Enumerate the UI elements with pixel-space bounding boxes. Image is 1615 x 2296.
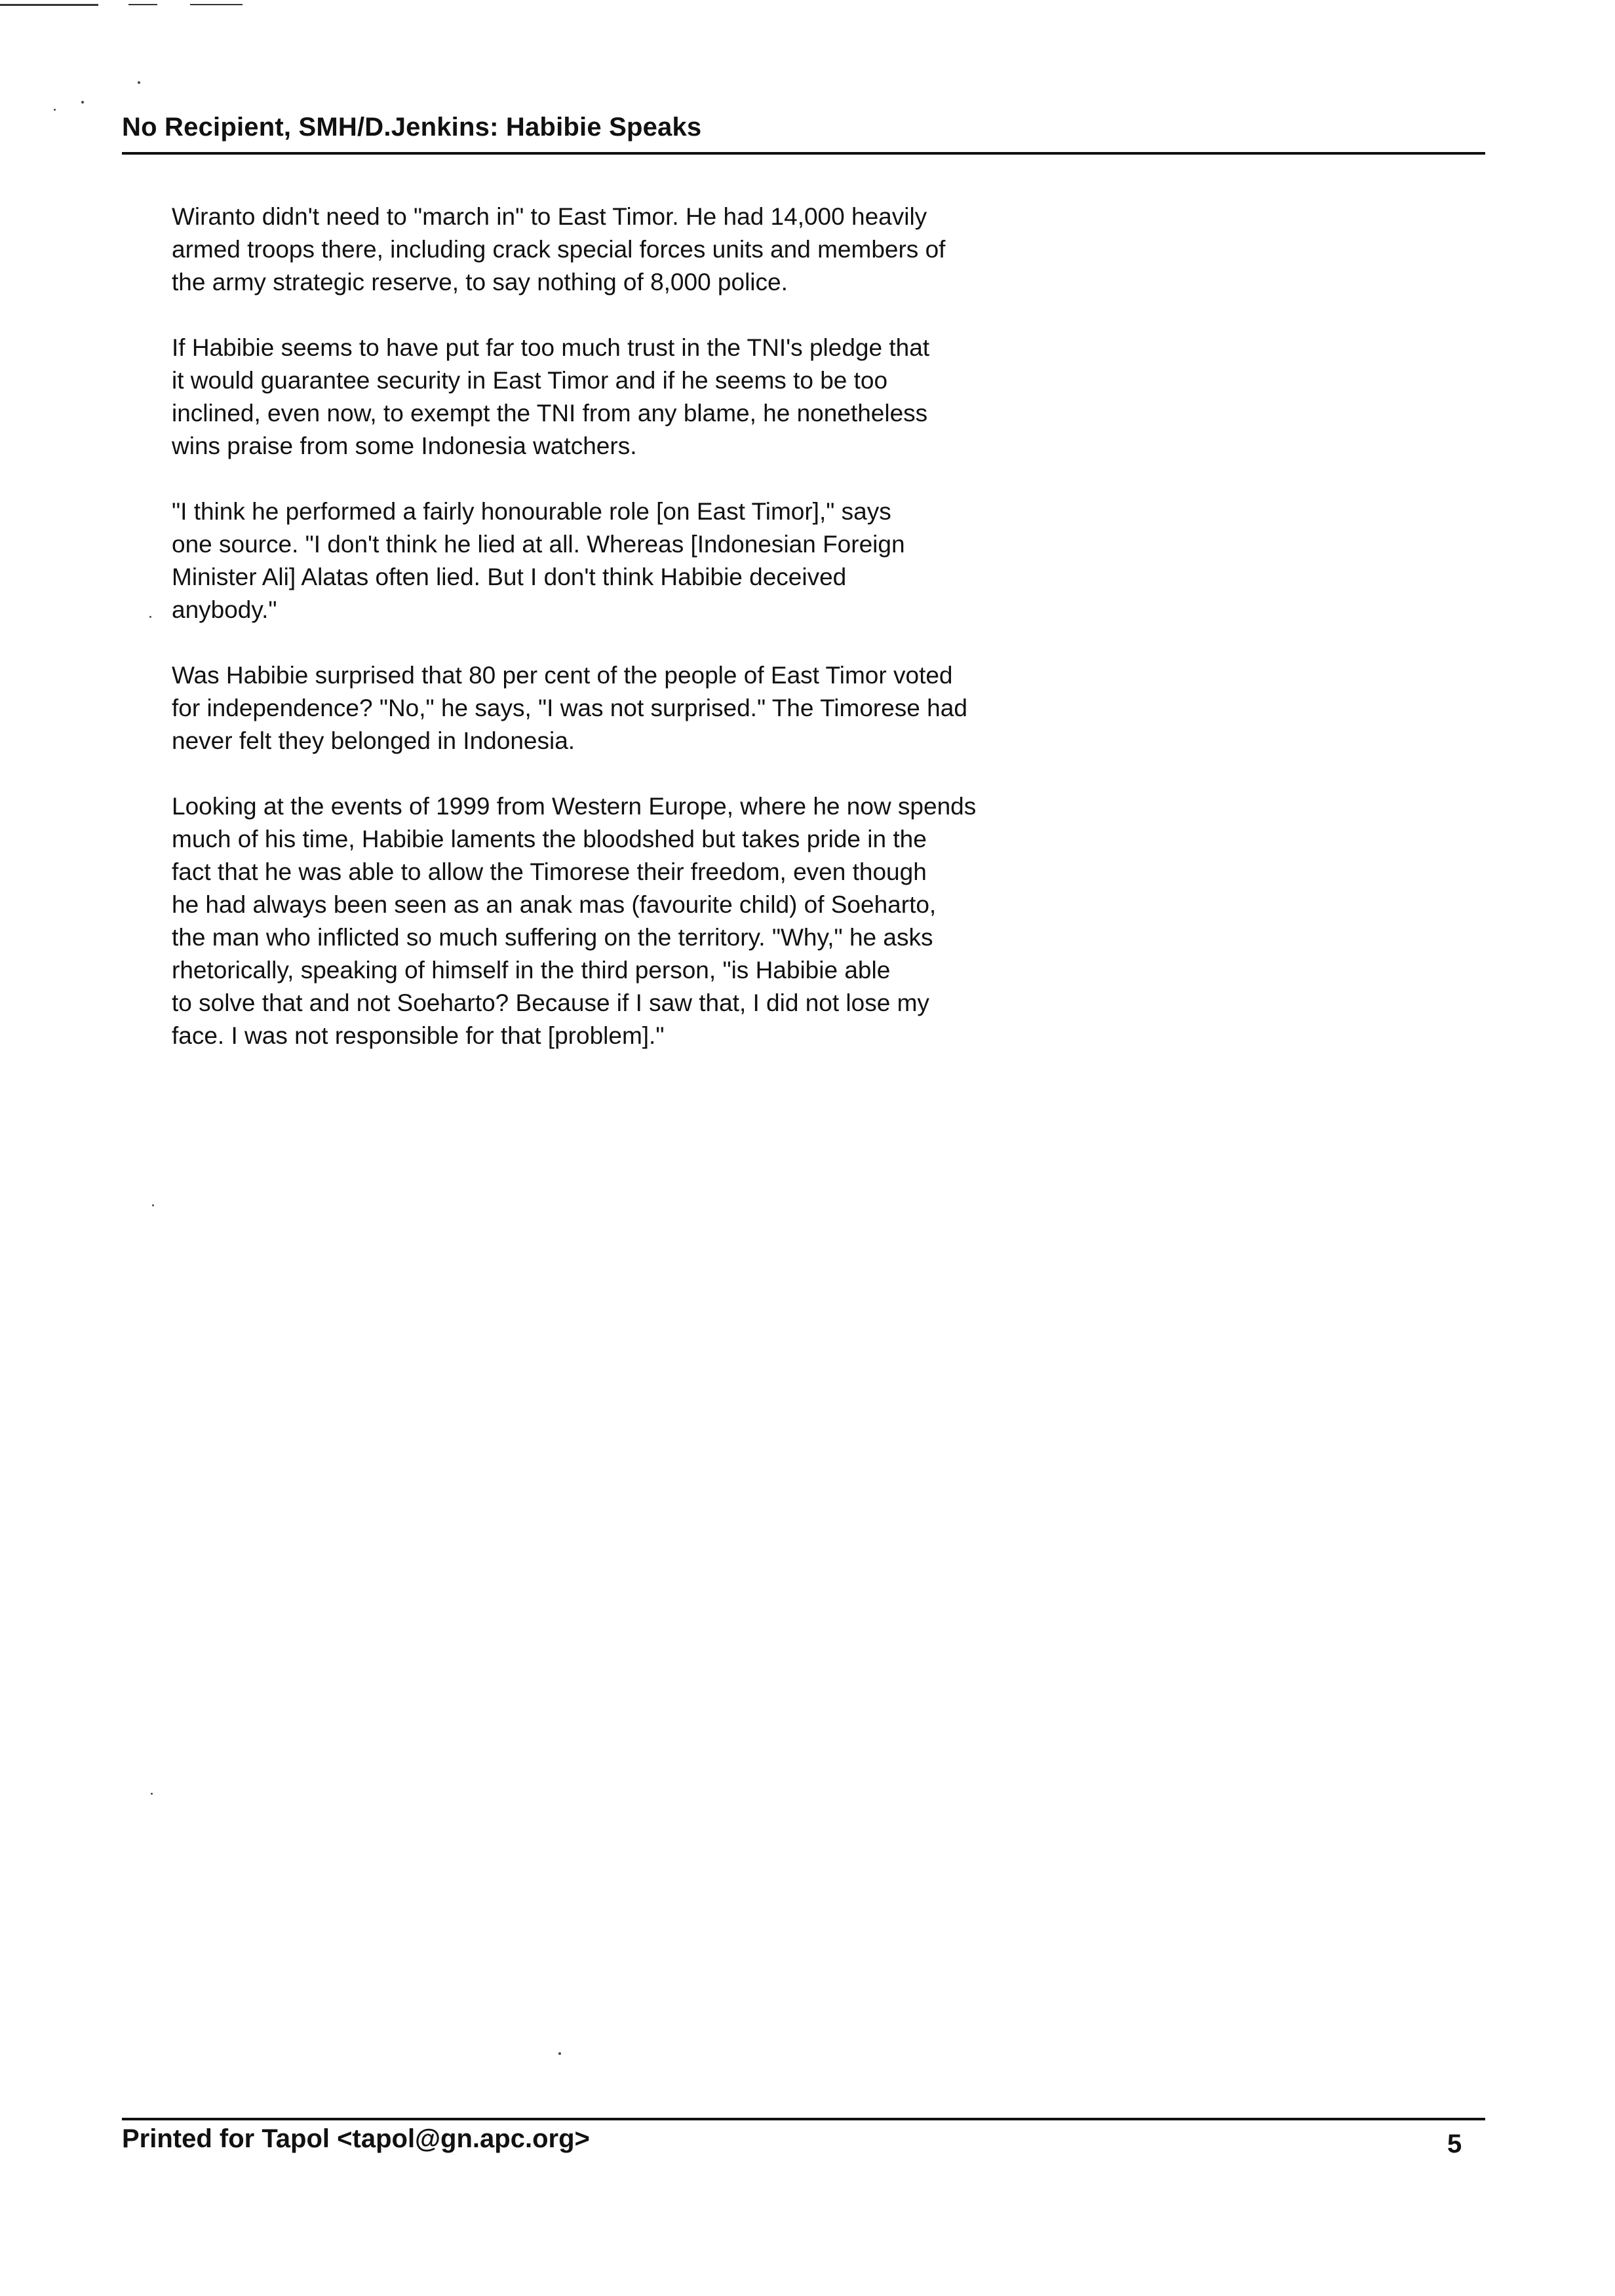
text-line: armed troops there, including crack special forces units and members of xyxy=(172,236,946,263)
paragraph xyxy=(172,659,1089,757)
header-divider xyxy=(122,152,1485,155)
text-line: for independence? "No," he says, "I was not surprised." The Timorese had xyxy=(172,695,967,721)
text-line: the army strategic reserve, to say nothing of 8,000 police. xyxy=(172,269,788,296)
text-line: Looking at the events of 1999 from Western Europe, where he now spends xyxy=(172,793,977,820)
scan-speck xyxy=(152,1204,154,1206)
page-header-title: No Recipient, SMH/D.Jenkins: Habibie Speaks xyxy=(122,113,702,142)
text-line: "I think he performed a fairly honourable role [on East Timor]," says xyxy=(172,498,891,525)
footer-divider xyxy=(122,2118,1485,2120)
text-line: the man who inflicted so much suffering on the territory. "Why," he asks xyxy=(172,924,933,951)
text-line: fact that he was able to allow the Timorese their freedom, even though xyxy=(172,858,927,885)
text-line: rhetorically, speaking of himself in the third person, "is Habibie able xyxy=(172,957,891,984)
text-line: wins praise from some Indonesia watchers. xyxy=(172,432,637,459)
paragraph xyxy=(172,495,1089,626)
scan-artifact-line xyxy=(128,4,157,5)
footer-printed-for: Printed for Tapol <tapol@gn.apc.org> xyxy=(122,2124,590,2153)
page-number: 5 xyxy=(1447,2130,1462,2158)
text-line: Was Habibie surprised that 80 per cent of the people of East Timor voted xyxy=(172,662,953,689)
scan-speck xyxy=(149,616,151,618)
text-line: If Habibie seems to have put far too much trust in the TNI's pledge that xyxy=(172,334,930,361)
scan-speck xyxy=(138,81,140,84)
text-line: Wiranto didn't need to "march in" to East Timor. He had 14,000 heavily xyxy=(172,203,927,230)
text-line: to solve that and not Soeharto? Because if I saw that, I did not lose my xyxy=(172,989,929,1016)
text-line: he had always been seen as an anak mas (favourite child) of Soeharto, xyxy=(172,891,937,918)
text-line: much of his time, Habibie laments the bloodshed but takes pride in the xyxy=(172,826,927,852)
scan-speck xyxy=(81,101,84,104)
paragraph xyxy=(172,201,1089,299)
text-line: it would guarantee security in East Timor and if he seems to be too xyxy=(172,367,888,394)
scan-speck xyxy=(54,109,56,111)
scan-speck xyxy=(151,1793,153,1795)
paragraph xyxy=(172,332,1089,463)
scan-artifact-line xyxy=(190,4,243,5)
scan-artifact-line xyxy=(0,4,98,6)
text-line: anybody." xyxy=(172,596,277,623)
text-line: face. I was not responsible for that [problem]." xyxy=(172,1022,665,1049)
text-line: Minister Ali] Alatas often lied. But I don't think Habibie deceived xyxy=(172,564,847,590)
scan-speck xyxy=(558,2052,561,2055)
paragraph xyxy=(172,790,1089,1052)
text-line: never felt they belonged in Indonesia. xyxy=(172,727,575,754)
article-body xyxy=(172,201,1089,1085)
text-line: one source. "I don't think he lied at all. Whereas [Indonesian Foreign xyxy=(172,531,905,558)
text-line: inclined, even now, to exempt the TNI from any blame, he nonetheless xyxy=(172,400,928,427)
